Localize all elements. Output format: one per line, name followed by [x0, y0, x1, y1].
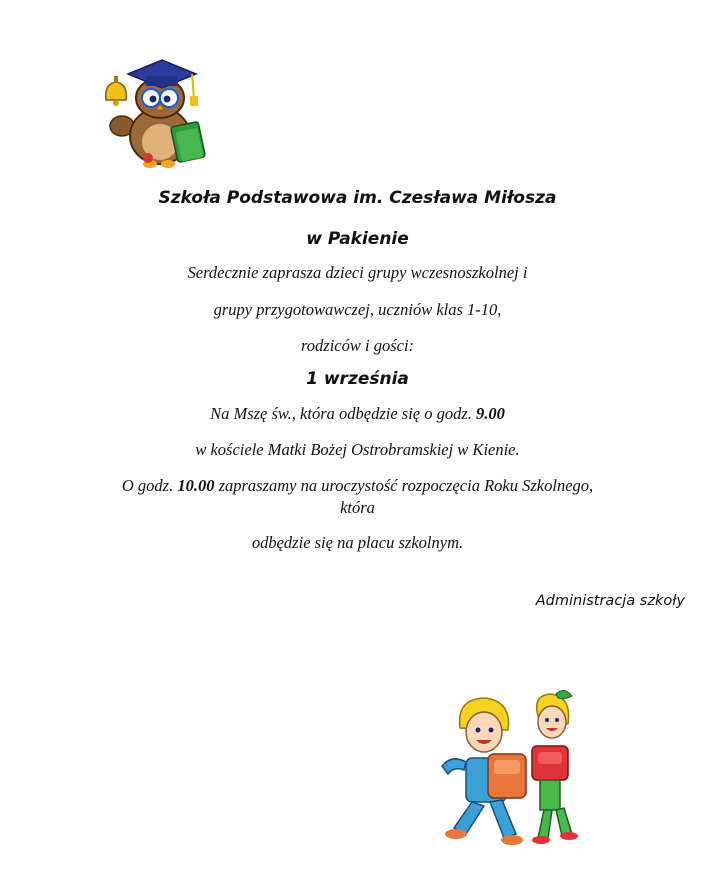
church-line: w kościele Matki Bożej Ostrobramskiej w Kienie. [195, 440, 520, 459]
ceremony-which: która [340, 498, 375, 517]
signature: Administracja szkoły [535, 593, 685, 609]
school-name: Szkoła Podstawowa im. Czesława Miłosza [158, 188, 557, 208]
ceremony-text-after: zapraszamy na uroczystość rozpoczęcia Roku Szkolnego, [218, 476, 594, 495]
ceremony-line [0, 476, 715, 496]
school-kids-illustration [428, 688, 598, 866]
event-date: 1 września [306, 369, 409, 389]
invitation-line-3: rodziców i gości: [300, 336, 415, 355]
ceremony-place: odbędzie się na placu szkolnym. [251, 533, 464, 552]
mass-text: Na Mszę św., która odbędzie się o godz. [210, 404, 472, 423]
invitation-line-1: Serdecznie zaprasza dzieci grupy wczesnoszkolnej i [187, 263, 528, 282]
invitation-line-2: grupy przygotowawczej, uczniów klas 1-10, [213, 300, 502, 319]
ceremony-text-before: O godz. [121, 476, 174, 495]
ceremony-time: 10.00 [177, 476, 215, 495]
school-location: w Pakienie [306, 229, 409, 249]
mass-time: 9.00 [476, 404, 505, 423]
mass-line [0, 404, 715, 424]
owl-with-bell-illustration [98, 46, 220, 170]
